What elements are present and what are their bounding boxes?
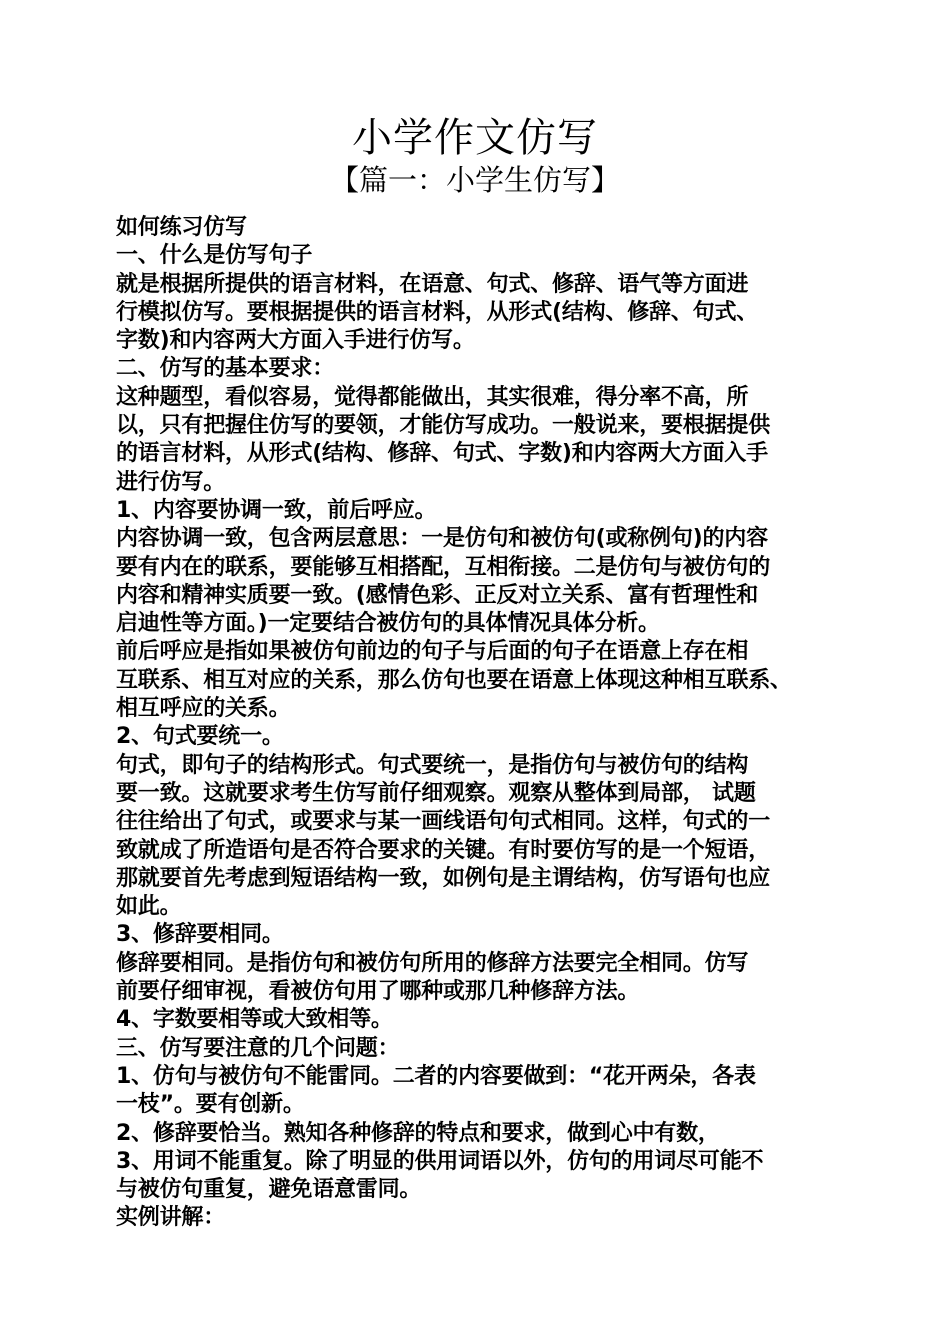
body-line: 如何练习仿写: [116, 215, 247, 240]
body-line: 启迪性等方面。)一定要结合被仿句的具体情况具体分析。: [116, 611, 660, 637]
body-line: 修辞要相同。是指仿句和被仿句所用的修辞方法要完全相同。仿写: [116, 950, 749, 976]
body-line: 句式，即句子的结构形式。句式要统一，是指仿句与被仿句的结构: [116, 752, 749, 778]
body-line: 实例讲解：: [116, 1205, 226, 1231]
body-line: 要有内在的联系，要能够互相搭配，互相衔接。二是仿句与被仿句的: [116, 554, 771, 580]
body-line: 内容协调一致，包含两层意思：一是仿句和被仿句(或称例句)的内容: [116, 526, 768, 552]
body-line: 字数)和内容两大方面入手进行仿写。: [116, 328, 475, 354]
body-line: 致就成了所造语句是否符合要求的关键。有时要仿写的是一个短语，: [116, 837, 771, 863]
body-line: 2、句式要统一。: [116, 724, 284, 750]
document-title: 小学作文仿写: [352, 115, 598, 161]
body-line: 三、仿写要注意的几个问题：: [116, 1035, 400, 1061]
body-line: 行模拟仿写。要根据提供的语言材料，从形式(结构、修辞、句式、: [116, 299, 759, 325]
body-line: 就是根据所提供的语言材料，在语意、句式、修辞、语气等方面进: [116, 271, 749, 297]
body-line: 3、用词不能重复。除了明显的供用词语以外，仿句的用词尽可能不: [116, 1148, 764, 1174]
body-line: 1、仿句与被仿句不能雷同。二者的内容要做到：“花开两朵，各表: [116, 1063, 756, 1089]
body-line: 内容和精神实质要一致。(感情色彩、正反对立关系、富有哲理性和: [116, 582, 759, 608]
body-line: 4、字数要相等或大致相等。: [116, 1007, 393, 1033]
body-line: 以，只有把握住仿写的要领，才能仿写成功。一般说来，要根据提供: [116, 413, 771, 439]
body-line: 如此。: [116, 894, 182, 920]
body-line: 1、内容要协调一致，前后呼应。: [116, 497, 437, 523]
body-line: 3、修辞要相同。: [116, 922, 284, 948]
body-line: 一枝”。要有创新。: [116, 1092, 305, 1118]
body-line: 2、修辞要恰当。熟知各种修辞的特点和要求，做到心中有数，: [116, 1120, 720, 1146]
document-body: [116, 214, 856, 1233]
body-line: 一、什么是仿写句子: [116, 243, 313, 269]
body-line: 互联系、相互对应的关系，那么仿句也要在语意上体现这种相互联系、: [116, 667, 792, 693]
body-line: 前要仔细审视，看被仿句用了哪种或那几种修辞方法。: [116, 979, 640, 1005]
body-line: 二、仿写的基本要求：: [116, 356, 335, 382]
body-line: 要一致。这就要求考生仿写前仔细观察。观察从整体到局部， 试题: [116, 780, 756, 806]
body-line: 的语言材料，从形式(结构、修辞、句式、字数)和内容两大方面入手: [116, 441, 768, 467]
body-line: 那就要首先考虑到短语结构一致，如例句是主谓结构，仿写语句也应: [116, 865, 771, 891]
body-line: 进行仿写。: [116, 469, 226, 495]
body-line: 前后呼应是指如果被仿句前边的句子与后面的句子在语意上存在相: [116, 639, 749, 665]
body-line: 相互呼应的关系。: [116, 696, 291, 722]
document-subtitle: 【篇一：小学生仿写】: [329, 163, 620, 197]
body-line: 这种题型，看似容易，觉得都能做出，其实很难，得分率不高，所: [116, 384, 749, 410]
body-line: 与被仿句重复，避免语意雷同。: [116, 1177, 422, 1203]
body-line: 往往给出了句式，或要求与某一画线语句句式相同。这样，句式的一: [116, 809, 771, 835]
